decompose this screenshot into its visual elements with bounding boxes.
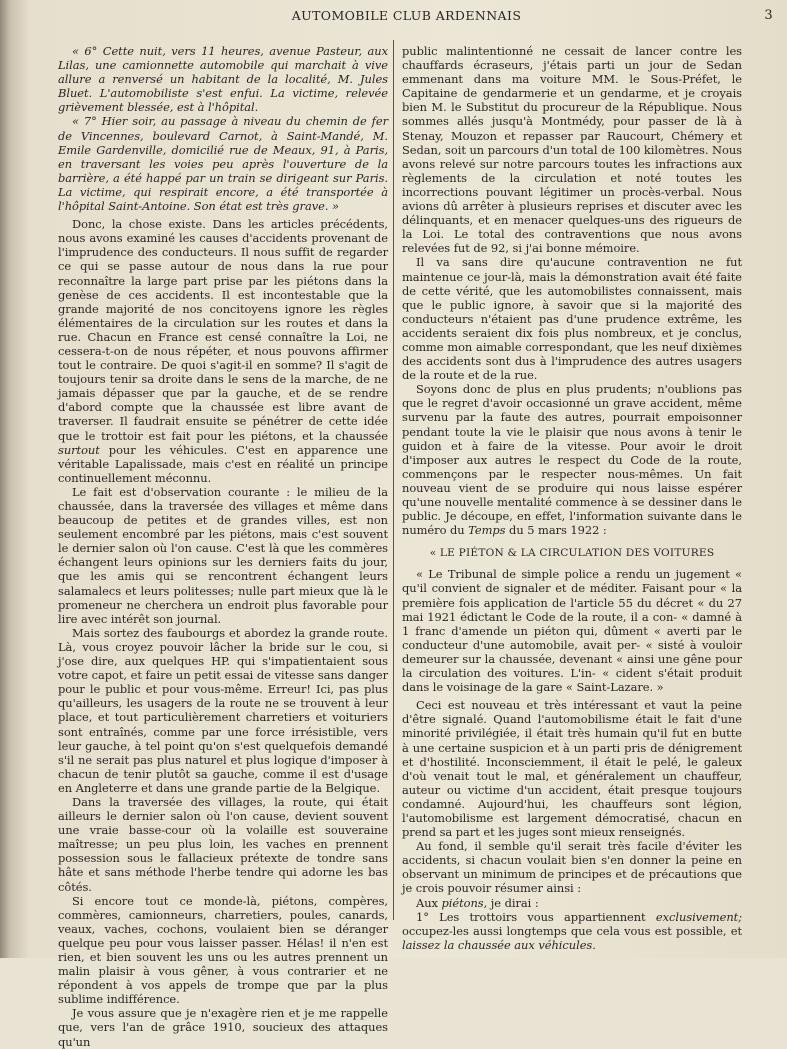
paragraph-text: Soyons donc de plus en plus prudents; n'oublions pas que le regret d'avoir occasionné un grave accident, même survenu par la faute des autres, pourrait empoisonner pendant toute la vie le plaisir que nous avons à tenir le guidon et à faire de la vitesse. Pour avoir le droit d'imposer aux autres le respect du Code de la route, commençons par le respecter nous-mêmes. Un fait nouveau vient de se produire qui nous laisse espérer qu'une nouvelle mentalité commence à se dessiner dans le public. Je découpe, en effet, l'information suivante dans le numéro du: [402, 382, 742, 538]
paragraph: Ceci est nouveau et très intéressant et vaut la peine d'être signalé. Quand l'automobilisme était le fait d'une minorité privilégiée, il était très humain qu'il fut en butte à une certaine suspicion et à un parti pris de dénigrement et d'hostilité. Inconsciemment, il était le pelé, le galeux d'où venait tout le mal, et généralement un chauffeur, auteur ou victime d'un accident, était presque toujours condamné. Aujourd'hui, les chauffeurs sont légion, l'automobilisme est largement démocratisé, chacun en prend sa part et les juges sont mieux renseignés.: [402, 698, 742, 840]
paragraph-text: Aux: [416, 895, 442, 910]
paragraph: [402, 382, 742, 537]
left-column: [58, 44, 388, 1049]
paragraph-text: 1° Les trottoirs vous appartiennent: [416, 909, 656, 924]
paragraph: Mais sortez des faubourgs et abordez la grande route. Là, vous croyez pouvoir lâcher la bride sur le cou, si j'ose dire, aux quelques HP. qui s'impatientaient sous votre capot, et faire un petit essai de vitesse sans danger pour le public et pour vous-même. Erreur! Ici, pas plus qu'ailleurs, les usagers de la route ne se trouvent à leur place, et tout particulièrement charretiers et voituriers sont entraînés, comme par une force irrésistible, vers leur gauche, à tel point qu'on s'est quelquefois demandé s'il ne serait pas plus naturel et plus logique d'imposer à chacun de tenir plutôt sa gauche, comme il est d'usage en Angleterre et dans une grande partie de la Belgique.: [58, 625, 388, 795]
running-header: [40, 8, 773, 26]
paragraph-text: occupez-les aussi longtemps que cela vous est possible, et: [402, 923, 742, 938]
emphasis: piétons,: [441, 895, 488, 910]
news-item-6: « 6° Cette nuit, vers 11 heures, avenue Pasteur, aux Lilas, une camionnette automobile qui marchait à vive allure a renversé un habitant de la localité, M. Jules Bluet. L'automobiliste s'est enfui. La victime, relevée grièvement blessée, est à l'hôpital.: [58, 44, 388, 115]
paragraph: Je vous assure que je n'exagère rien et je me rappelle que, vers l'an de grâce 1910, soucieux des attaques qu'un: [58, 1006, 388, 1049]
paragraph: Le fait est d'observation courante : le milieu de la chaussée, dans la traversée des villages et même dans beaucoup de petites et de grandes villes, est non seulement encombré par les piétons, mais c'est souvent le dernier salon où l'on cause. C'est là que les commères échangent leurs opinions sur les derniers faits du jour, que les amis qui se rencontrent échangent leurs salamalecs et leurs politesses; nulle part mieux que là le promeneur ne cherchera un endroit plus favorable pour lire avec intérêt son journal.: [58, 484, 388, 626]
page-number: 3: [764, 8, 773, 23]
right-column: [402, 44, 742, 952]
paragraph-text: je dirai :: [487, 895, 539, 910]
news-item-7: « 7° Hier soir, au passage à niveau du chemin de fer de Vincennes, boulevard Carnot, à Saint-Mandé, M. Emile Gardenville, domicilié rue de Meaux, 91, à Paris, en traversant les voies peu après l'ouverture de la barrière, a été happé par un train se dirigeant sur Paris. La victime, qui respirait encore, a été transportée à l'hôpital Saint-Antoine. Son état est très grave. »: [58, 114, 388, 214]
paragraph: Si encore tout ce monde-là, piétons, compères, commères, camionneurs, charretiers, poules, canards, veaux, vaches, cochons, voulaient bien se déranger quelque peu pour vous laisser passer. Hélas! il n'en est rien, et bien souvent les uns ou les autres prennent un malin plaisir à vous gêner, à vous contrarier et ne répondent à vos appels de trompe que par la plus sublime indifférence.: [58, 893, 388, 1007]
paragraph: [58, 217, 388, 485]
paragraph-text: pour les véhicules. C'est en apparence une véritable Lapalissade, mais c'est en réalité un principe continuellement méconnu.: [58, 442, 388, 485]
paragraph: Au fond, il semble qu'il serait très facile d'éviter les accidents, si chacun voulait bien s'en donner la peine en observant un minimum de principes et de précautions que je crois pouvoir résumer ainsi :: [402, 839, 742, 896]
paragraph-text: du 5 mars 1922 :: [505, 523, 607, 538]
emphasis: exclusivement;: [655, 909, 742, 924]
paragraph: [402, 896, 742, 910]
header-title: AUTOMOBILE CLUB ARDENNAIS: [291, 8, 522, 23]
section-title: « LE PIÉTON & LA CIRCULATION DES VOITURES: [429, 547, 715, 560]
emphasis: Temps: [468, 523, 506, 538]
paragraph: Il va sans dire qu'aucune contravention ne fut maintenue ce jour-là, mais la démonstration avait été faite de cette vérité, que les automobilistes connaissent, mais que le public ignore, à savoir que si la majorité des conducteurs n'étaient pas d'une prudence extrême, les accidents seraient dix fois plus nombreux, et je conclus, comme mon aimable correspondant, que les neuf dixièmes des accidents sont dus à l'imprudence des autres usagers de la route et de la rue.: [402, 255, 742, 383]
emphasis: surtout: [58, 442, 100, 457]
paragraph: public malintentionné ne cessait de lancer contre les chauffards écraseurs, j'étais parti un jour de Sedan emmenant dans ma voiture MM. le Sous-Préfet, le Capitaine de gendarmerie et un gendarme, et je croyais bien M. le Substitut du procureur de la République. Nous sommes allés jusqu'à Montmédy, pour passer de là à Stenay, Mouzon et repasser par Raucourt, Chémery et Sedan, soit un parcours d'un total de 100 kilomètres. Nous avons relevé sur notre parcours toutes les infractions aux règlements de la circulation et noté toutes les incorrections pouvant légitimer un procès-verbal. Nous avions dû arrêter à plusieurs reprises et discuter avec les délinquants, et en menacer quelques-uns des rigueurs de la Loi. Le total des contraventions que nous avons relevées fut de 92, si j'ai bonne mémoire.: [402, 44, 742, 256]
paragraph: [402, 910, 742, 952]
paragraph-text: Donc, la chose existe. Dans les articles précédents, nous avons examiné les causes d'accidents provenant de l'imprudence des conducteurs. Il nous suffit de regarder ce qui se passe autour de nous dans la rue pour reconnaître la large part prise par les piétons dans la genèse de ces accidents. Il est incontestable que la grande majorité de nos concitoyens ignore les règles élémentaires de la circulation sur les routes et dans la rue. Chacun en France est censé connaître la Loi, ne cessera-t-on de nous répéter, et nous pouvons affirmer tout le contraire. De quoi s'agit-il en somme? Il s'agit de toujours tenir sa droite dans le sens de la marche, de ne jamais dépasser que par la gauche, et de se rendre d'abord compte que la chaussée est libre avant de traverser. Il faudrait ensuite se pénétrer de cette idée que le trottoir est fait pour les piétons, et la chaussée: [58, 217, 388, 443]
quoted-judgment: « Le Tribunal de simple police a rendu un jugement « qu'il convient de signaler et de méditer. Faisant pour « la première fois application de l'article 55 du décret « du 27 mai 1921 édictant le Code de la route, il a con- « damné à 1 franc d'amende un piéton qui, dûment « averti par le conducteur d'une automobile, avait per- « sisté à vouloir demeurer sur la chaussée, devenant « ainsi une gêne pour la circulation des voitures. L'in- « cident s'était produit dans le voisinage de la gare « Saint-Lazare. »: [402, 567, 742, 695]
paragraph: Dans la traversée des villages, la route, qui était ailleurs le dernier salon où l'on cause, devient souvent une vraie basse-cour où la volaille est souveraine maîtresse; un peu plus loin, les vaches en prennent possession sous le fallacieux prétexte de tondre sans hâte et sans méthode l'herbe tendre qui adorne les bas côtés.: [58, 794, 388, 894]
column-divider: [393, 40, 394, 920]
emphasis: laissez la chaussée aux véhicules.: [402, 937, 596, 952]
